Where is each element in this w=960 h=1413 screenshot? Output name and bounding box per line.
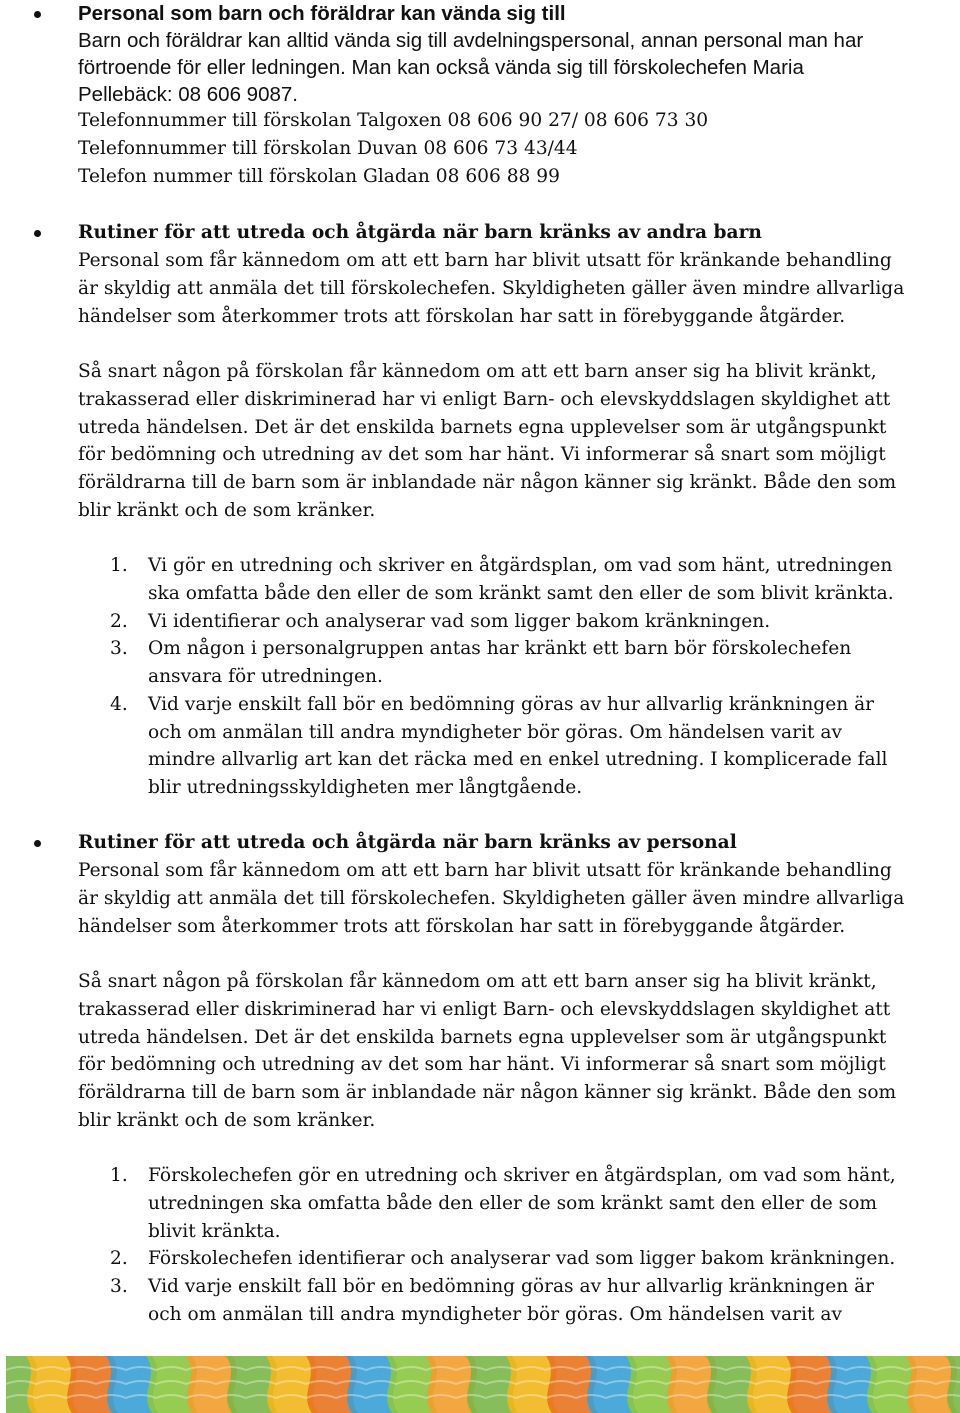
list-item-line: Vi gör en utredning och skriver en åtgärdsplan, om vad som hänt, utredningen (148, 555, 893, 576)
paragraph-line: händelser som återkommer trots att förskolan har satt in förebyggande åtgärder. (78, 916, 846, 937)
list-number: 1. (110, 1165, 128, 1186)
paragraph-line: blir kränkt och de som kränker. (78, 1110, 376, 1131)
paragraph-line: föräldrarna till de barn som är inblandade när någon känner sig kränkt. Både den som (78, 472, 897, 493)
section-heading: Rutiner för att utreda och åtgärda när barn kränks av andra barn (78, 222, 762, 243)
list-item-line: Vid varje enskilt fall bör en bedömning göras av hur allvarlig kränkningen är (148, 1276, 875, 1297)
list-item-line: blir utredningsskyldigheten mer långtgående. (148, 777, 583, 798)
paragraph-line: händelser som återkommer trots att förskolan har satt in förebyggande åtgärder. (78, 306, 846, 327)
paragraph-line: för bedömning och utredning av det som har hänt. Vi informerar så snart som möjligt (78, 1054, 886, 1075)
phone-line: Telefonnummer till förskolan Talgoxen 08 606 90 27/ 08 606 73 30 (78, 110, 709, 131)
list-item-line: ska omfatta både den eller de som kränkt samt den eller de som blivit kränkta. (148, 583, 894, 604)
list-number: 4. (110, 694, 128, 715)
paragraph-line: för bedömning och utredning av det som har hänt. Vi informerar så snart som möjligt (78, 444, 886, 465)
list-item-line: Om någon i personalgruppen antas har kränkt ett barn bör förskolechefen (148, 638, 852, 659)
list-item-line: utredningen ska omfatta både den eller de som kränkt samt den eller de som (148, 1193, 878, 1214)
text-line: Pellebäck: 08 606 9087. (78, 83, 298, 106)
paragraph-line: blir kränkt och de som kränker. (78, 500, 376, 521)
text-line: förtroende för eller ledningen. Man kan också vända sig till förskolechefen Maria (78, 56, 804, 79)
paragraph-line: trakasserad eller diskriminerad har vi enligt Barn- och elevskyddslagen skyldighet att (78, 389, 891, 410)
list-item-line: Vid varje enskilt fall bör en bedömning göras av hur allvarlig kränkningen är (148, 694, 875, 715)
list-number: 1. (110, 555, 128, 576)
paragraph-line: är skyldig att anmäla det till förskolechefen. Skyldigheten gäller även mindre allvarliga (78, 888, 905, 909)
paragraph-line: trakasserad eller diskriminerad har vi enligt Barn- och elevskyddslagen skyldighet att (78, 999, 891, 1020)
paragraph-line: utreda händelsen. Det är det enskilda barnets egna upplevelser som är utgångspunkt (78, 1027, 887, 1048)
list-item-line: Vi identifierar och analyserar vad som ligger bakom kränkningen. (148, 611, 771, 632)
phone-line: Telefonnummer till förskolan Duvan 08 606 73 43/44 (78, 138, 578, 159)
list-item-line: mindre allvarlig art kan det räcka med en enkel utredning. I komplicerade fall (148, 749, 888, 770)
bullet-icon (34, 11, 41, 18)
list-number: 3. (110, 638, 128, 659)
paragraph-line: Personal som får kännedom om att ett barn har blivit utsatt för kränkande behandling (78, 860, 892, 881)
paragraph-line: Så snart någon på förskolan får kännedom om att ett barn anser sig ha blivit kränkt, (78, 971, 877, 992)
paragraph-line: föräldrarna till de barn som är inblandade när någon känner sig kränkt. Både den som (78, 1082, 897, 1103)
list-item-line: Förskolechefen gör en utredning och skriver en åtgärdsplan, om vad som hänt, (148, 1165, 896, 1186)
bullet-icon (34, 230, 41, 237)
bullet-icon (34, 840, 41, 847)
list-item-line: och om anmälan till andra myndigheter bör göras. Om händelsen varit av (148, 1304, 842, 1325)
section-heading: Rutiner för att utreda och åtgärda när barn kränks av personal (78, 832, 737, 853)
phone-line: Telefon nummer till förskolan Gladan 08 606 88 99 (78, 166, 560, 187)
text-line: Barn och föräldrar kan alltid vända sig till avdelningspersonal, annan personal man har (78, 29, 864, 52)
list-number: 3. (110, 1276, 128, 1297)
list-number: 2. (110, 1248, 128, 1269)
list-item-line: ansvara för utredningen. (148, 666, 383, 687)
list-item-line: och om anmälan till andra myndigheter bör göras. Om händelsen varit av (148, 722, 842, 743)
decorative-wave-band (6, 1356, 960, 1413)
list-item-line: Förskolechefen identifierar och analyserar vad som ligger bakom kränkningen. (148, 1248, 896, 1269)
paragraph-line: utreda händelsen. Det är det enskilda barnets egna upplevelser som är utgångspunkt (78, 417, 887, 438)
list-number: 2. (110, 611, 128, 632)
paragraph-line: Personal som får kännedom om att ett barn har blivit utsatt för kränkande behandling (78, 250, 892, 271)
paragraph-line: Så snart någon på förskolan får kännedom om att ett barn anser sig ha blivit kränkt, (78, 361, 877, 382)
list-item-line: blivit kränkta. (148, 1221, 281, 1242)
paragraph-line: är skyldig att anmäla det till förskolechefen. Skyldigheten gäller även mindre allvarliga (78, 278, 905, 299)
section-heading: Personal som barn och föräldrar kan vända sig till (78, 2, 566, 25)
